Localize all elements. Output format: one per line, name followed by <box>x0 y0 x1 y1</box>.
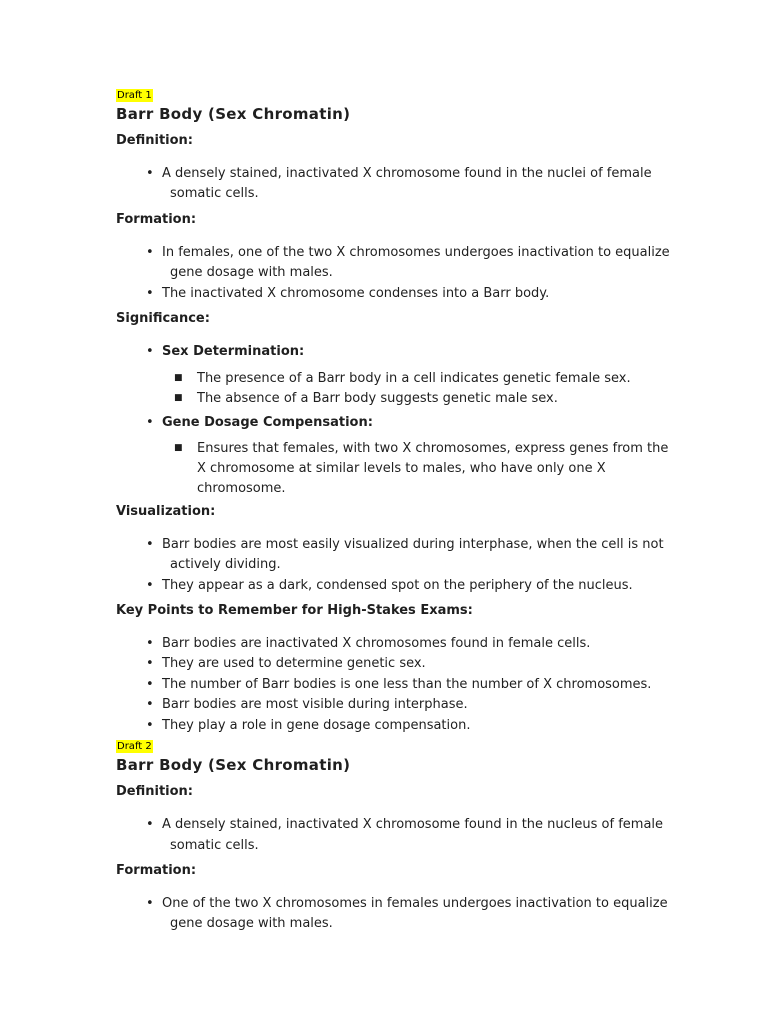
draft-2-definition-line-2: somatic cells. <box>170 838 259 853</box>
gene-dosage-subitem-line-3: chromosome. <box>197 481 286 496</box>
bullet-icon: • <box>146 245 154 260</box>
significance-heading: Significance: <box>116 311 210 326</box>
bullet-icon: • <box>146 415 154 430</box>
draft-1-title: Barr Body (Sex Chromatin) <box>116 105 351 123</box>
square-bullet-icon: ■ <box>174 443 183 453</box>
formation-item-1-line-1: In females, one of the two X chromosomes undergoes inactivation to equalize <box>162 245 670 260</box>
draft-2-formation-heading: Formation: <box>116 863 197 878</box>
bullet-icon: • <box>146 697 154 712</box>
bullet-icon: • <box>146 896 154 911</box>
sex-determination-subitem-1: The presence of a Barr body in a cell indicates genetic female sex. <box>197 371 631 386</box>
gene-dosage-label: Gene Dosage Compensation: <box>162 415 373 430</box>
key-point-4: Barr bodies are most visible during interphase. <box>162 697 468 712</box>
sex-determination-subitem-2: The absence of a Barr body suggests genetic male sex. <box>197 391 558 406</box>
bullet-icon: • <box>146 537 154 552</box>
key-points-heading: Key Points to Remember for High-Stakes Exams: <box>116 603 473 618</box>
draft-2-tag: Draft 2 <box>117 741 152 752</box>
gene-dosage-subitem-line-1: Ensures that females, with two X chromosomes, express genes from the <box>197 441 669 456</box>
draft-2-title: Barr Body (Sex Chromatin) <box>116 756 351 774</box>
key-point-3: The number of Barr bodies is one less than the number of X chromosomes. <box>162 677 652 692</box>
gene-dosage-subitem-line-2: X chromosome at similar levels to males, who have only one X <box>197 461 606 476</box>
formation-heading: Formation: <box>116 212 197 227</box>
bullet-icon: • <box>146 656 154 671</box>
key-point-1: Barr bodies are inactivated X chromosomes found in female cells. <box>162 636 591 651</box>
formation-item-1-line-2: gene dosage with males. <box>170 265 333 280</box>
square-bullet-icon: ■ <box>174 393 183 403</box>
bullet-icon: • <box>146 718 154 733</box>
bullet-icon: • <box>146 166 154 181</box>
formation-item-2: The inactivated X chromosome condenses into a Barr body. <box>162 286 550 301</box>
draft-1-tag: Draft 1 <box>117 90 152 101</box>
bullet-icon: • <box>146 817 154 832</box>
bullet-icon: • <box>146 286 154 301</box>
sex-determination-label: Sex Determination: <box>162 344 305 359</box>
draft-2-formation-line-2: gene dosage with males. <box>170 916 333 931</box>
definition-text-line-1: A densely stained, inactivated X chromosome found in the nuclei of female <box>162 166 652 181</box>
definition-heading: Definition: <box>116 133 194 148</box>
visualization-item-1-line-1: Barr bodies are most easily visualized during interphase, when the cell is not <box>162 537 664 552</box>
bullet-icon: • <box>146 344 154 359</box>
visualization-item-2: They appear as a dark, condensed spot on the periphery of the nucleus. <box>162 578 633 593</box>
bullet-icon: • <box>146 636 154 651</box>
key-point-2: They are used to determine genetic sex. <box>162 656 426 671</box>
visualization-item-1-line-2: actively dividing. <box>170 557 281 572</box>
square-bullet-icon: ■ <box>174 373 183 383</box>
definition-text-line-2: somatic cells. <box>170 186 259 201</box>
visualization-heading: Visualization: <box>116 504 216 519</box>
bullet-icon: • <box>146 578 154 593</box>
draft-2-definition-heading: Definition: <box>116 784 194 799</box>
draft-2-definition-line-1: A densely stained, inactivated X chromosome found in the nucleus of female <box>162 817 664 832</box>
key-point-5: They play a role in gene dosage compensation. <box>162 718 471 733</box>
draft-2-formation-line-1: One of the two X chromosomes in females undergoes inactivation to equalize <box>162 896 668 911</box>
bullet-icon: • <box>146 677 154 692</box>
